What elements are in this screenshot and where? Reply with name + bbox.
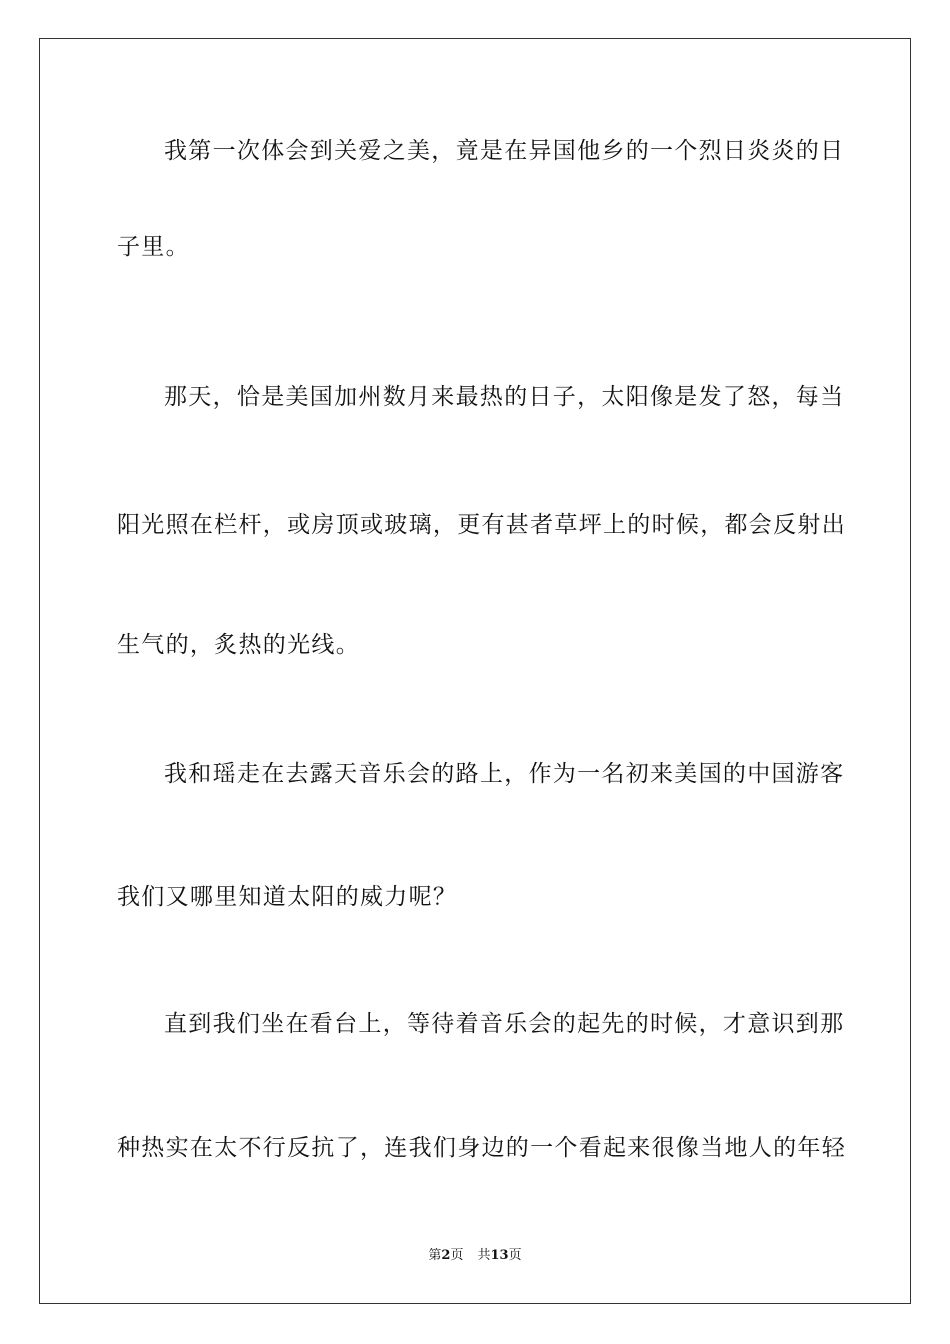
paragraph-4-line-1: 直到我们坐在看台上，等待着音乐会的起先的时候，才意识到那 bbox=[164, 1011, 845, 1037]
paragraph-3-line-2: 我们又哪里知道太阳的威力呢？ bbox=[117, 884, 458, 910]
paragraph-3-line-1: 我和瑶走在去露天音乐会的路上，作为一名初来美国的中国游客 bbox=[164, 761, 845, 787]
paragraph-4-line-2: 种热实在太不行反抗了，连我们身边的一个看起来很像当地人的年轻 bbox=[117, 1135, 846, 1161]
page-number: 2 bbox=[441, 1248, 451, 1263]
total-label-prefix: 共 bbox=[477, 1248, 491, 1263]
page-frame bbox=[39, 38, 911, 1304]
paragraph-2-line-3: 生气的，炙热的光线。 bbox=[117, 632, 360, 658]
total-label-suffix: 页 bbox=[508, 1248, 522, 1263]
page-label-prefix: 第 bbox=[428, 1248, 442, 1263]
paragraph-1-line-2: 子里。 bbox=[117, 234, 190, 260]
total-pages: 13 bbox=[490, 1248, 509, 1263]
paragraph-1-line-1: 我第一次体会到关爱之美，竟是在异国他乡的一个烈日炎炎的日 bbox=[164, 138, 845, 164]
paragraph-2-line-2: 阳光照在栏杆，或房顶或玻璃，更有甚者草坪上的时候，都会反射出 bbox=[117, 512, 846, 538]
page-footer bbox=[0, 1246, 950, 1266]
paragraph-2-line-1: 那天，恰是美国加州数月来最热的日子，太阳像是发了怒，每当 bbox=[164, 384, 845, 410]
page-label-suffix: 页 bbox=[450, 1248, 464, 1263]
